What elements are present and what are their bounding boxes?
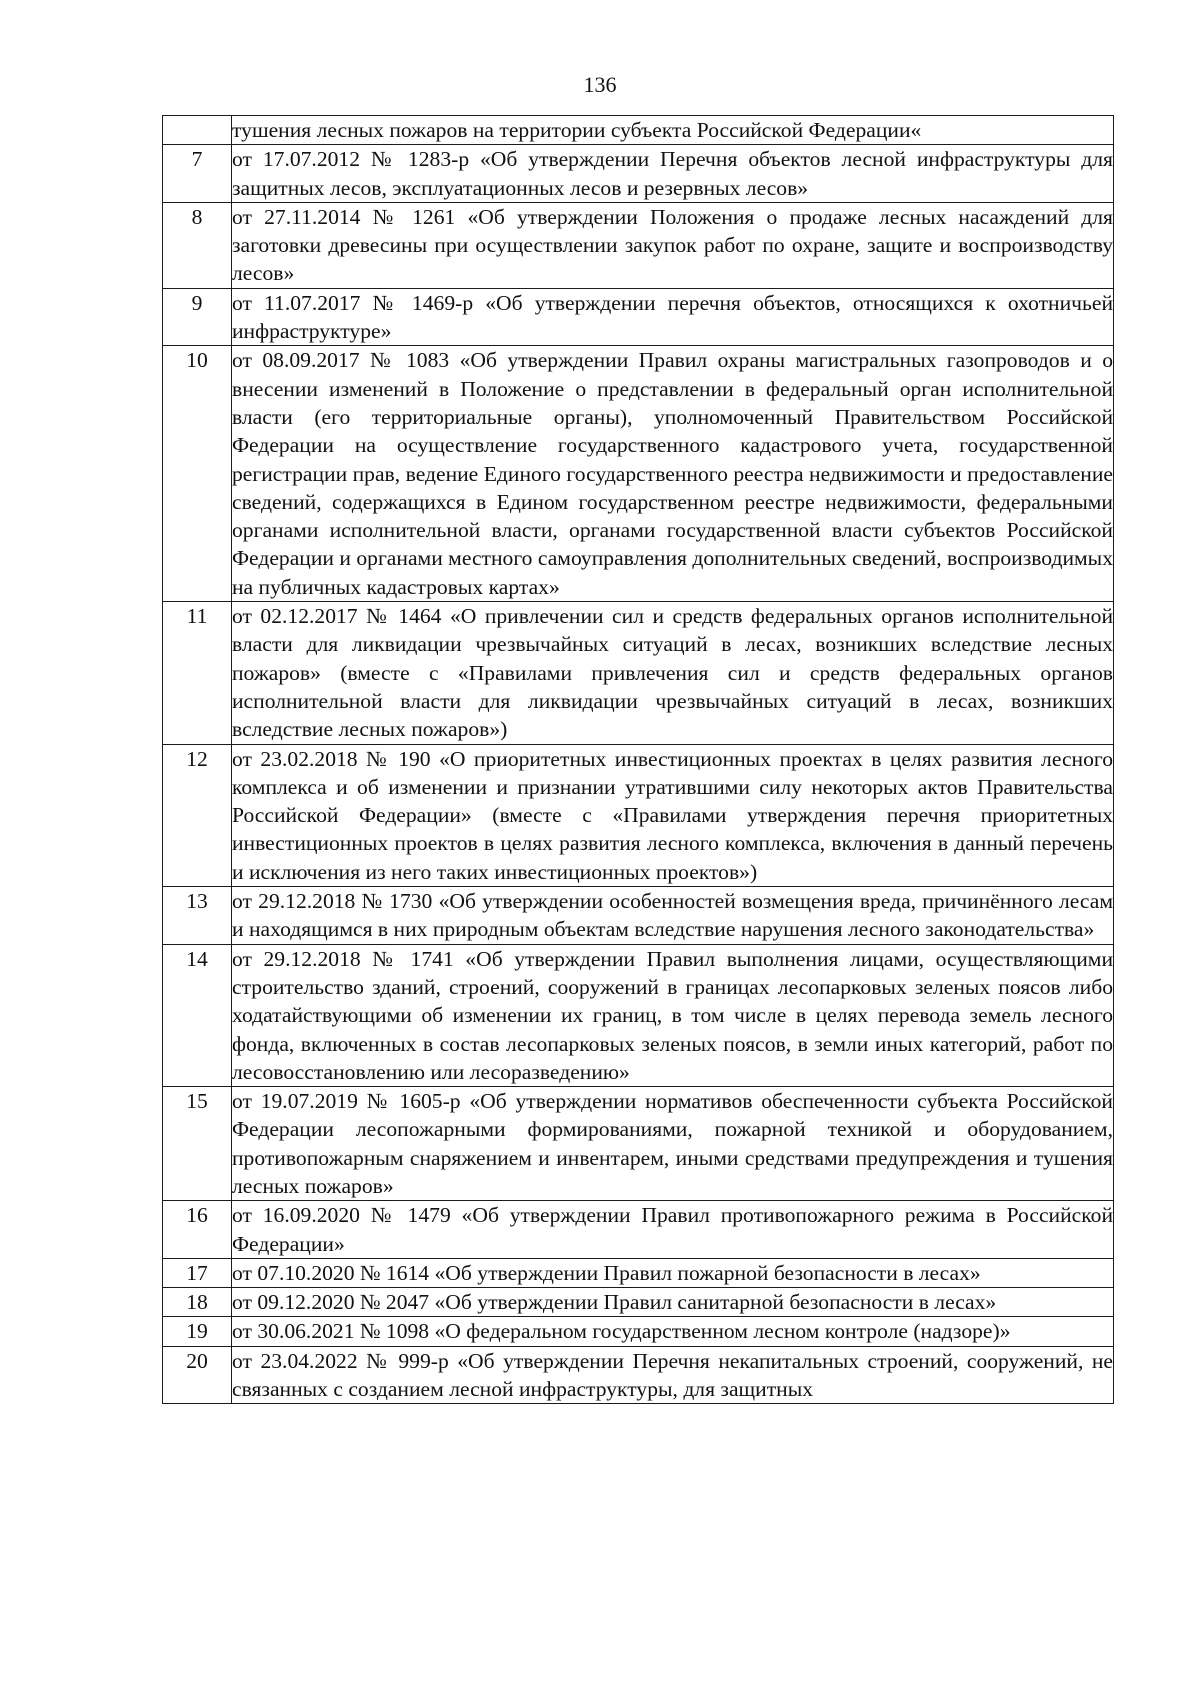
row-text-cell — [232, 288, 1114, 346]
page-number: 136 — [583, 72, 617, 97]
table-row — [163, 145, 1114, 203]
table-row — [163, 1317, 1114, 1346]
regulation-text: от 29.12.2018 № 1741 «Об утверждении Правил выполнения лицами, осуществляющими строительство зданий, строений, сооружений в границах лесопарковых зеленых поясов либо ходатайствующими об изменении их границ, в том числе в целях перевода земель лесного фонда, включенных в состав лесопарковых зеленых поясов, в земли иных категорий, работ по лесовосстановлению или лесоразведению» — [232, 946, 1113, 1084]
regulation-text: от 19.07.2019 № 1605-р «Об утверждении нормативов обеспеченности субъекта Российской Федерации лесопожарными формированиями, пожарной техникой и оборудованием, противопожарным снаряжением и инвентарем, иными средствами предупреждения и тушения лесных пожаров» — [232, 1089, 1113, 1198]
row-number: 7 — [163, 145, 232, 203]
row-number: 17 — [163, 1258, 232, 1287]
row-text-cell — [232, 202, 1114, 288]
table-row — [163, 1288, 1114, 1317]
row-number: 12 — [163, 744, 232, 886]
row-text-cell — [232, 1258, 1114, 1287]
row-number: 20 — [163, 1346, 232, 1404]
regulation-text: от 08.09.2017 № 1083 «Об утверждении Правил охраны магистральных газопроводов и о внесении изменений в Положение о представлении в федеральный орган исполнительной власти (его территориальные органы), уполномоченный Правительством Российской Федерации на осуществление государственного кадастрового учета, государственной регистрации прав, ведение Единого государственного реестра недвижимости и предоставление сведений, содержащихся в Едином государственном реестре недвижимости, федеральными органами исполнительной власти, органами государственной власти субъектов Российской Федерации и органами местного самоуправления дополнительных сведений, воспроизводимых на публичных кадастровых картах» — [232, 348, 1113, 599]
table-row — [163, 744, 1114, 886]
table-row — [163, 1087, 1114, 1201]
table-row — [163, 202, 1114, 288]
regulation-text: от 11.07.2017 № 1469-р «Об утверждении перечня объектов, относящихся к охотничьей инфраструктуре» — [232, 290, 1113, 344]
table-row — [163, 1258, 1114, 1287]
table-row — [163, 602, 1114, 744]
table-body — [163, 116, 1114, 1404]
regulation-text: от 29.12.2018 № 1730 «Об утверждении особенностей возмещения вреда, причинённого лесам и находящимся в них природным объектам вследствие нарушения лесного законодательства» — [232, 889, 1113, 942]
regulation-text: от 27.11.2014 № 1261 «Об утверждении Положения о продаже лесных насаждений для заготовки древесины при осуществлении закупок работ по охране, защите и воспроизводству лесов» — [232, 204, 1113, 286]
row-number: 8 — [163, 202, 232, 288]
regulation-text: тушения лесных пожаров на территории субъекта Российской Федерации« — [232, 118, 922, 142]
regulation-text: от 09.12.2020 № 2047 «Об утверждении Правил санитарной безопасности в лесах» — [232, 1290, 997, 1315]
row-number: 10 — [163, 346, 232, 602]
table-row — [163, 887, 1114, 945]
row-number: 19 — [163, 1317, 232, 1346]
row-text-cell — [232, 1346, 1114, 1404]
row-number: 18 — [163, 1288, 232, 1317]
row-text-cell — [232, 944, 1114, 1086]
regulation-text: от 02.12.2017 № 1464 «О привлечении сил и средств федеральных органов исполнительной власти для ликвидации чрезвычайных ситуаций в лесах, возникших вследствие лесных пожаров» (вместе с «Правилами привлечения сил и средств федеральных органов исполнительной власти для ликвидации чрезвычайных ситуаций в лесах, возникших вследствие лесных пожаров») — [232, 604, 1113, 742]
table-row — [163, 1346, 1114, 1404]
row-text-cell — [232, 602, 1114, 744]
row-text-cell — [232, 744, 1114, 886]
regulations-table — [162, 115, 1114, 1404]
regulation-text: от 23.02.2018 № 190 «О приоритетных инвестиционных проектах в целях развития лесного комплекса и об изменении и признании утратившими силу некоторых актов Правительства Российской Федерации» (вместе с «Правилами утверждения перечня приоритетных инвестиционных проектов в целях развития лесного комплекса, включения в данный перечень и исключения из него таких инвестиционных проектов») — [232, 746, 1113, 884]
row-number: 16 — [163, 1201, 232, 1259]
row-number: 14 — [163, 944, 232, 1086]
row-number — [163, 116, 232, 145]
row-text-cell — [232, 145, 1114, 203]
row-number: 15 — [163, 1087, 232, 1201]
row-text-cell — [232, 1288, 1114, 1317]
row-text-cell — [232, 1201, 1114, 1259]
table-row — [163, 116, 1114, 145]
row-text-cell — [232, 887, 1114, 945]
row-text-cell — [232, 1087, 1114, 1201]
table-row — [163, 944, 1114, 1086]
row-number: 9 — [163, 288, 232, 346]
table-row — [163, 1201, 1114, 1259]
row-number: 13 — [163, 887, 232, 945]
table-row — [163, 346, 1114, 602]
regulation-text: от 30.06.2021 № 1098 «О федеральном государственном лесном контроле (надзоре)» — [232, 1319, 1011, 1344]
regulation-text: от 07.10.2020 № 1614 «Об утверждении Правил пожарной безопасности в лесах» — [232, 1260, 981, 1285]
row-text-cell — [232, 116, 1114, 145]
regulation-text: от 17.07.2012 № 1283-р «Об утверждении Перечня объектов лесной инфраструктуры для защитных лесов, эксплуатационных лесов и резервных лесов» — [232, 147, 1113, 200]
regulation-text: от 23.04.2022 № 999-р «Об утверждении Перечня некапитальных строений, сооружений, не связанных с созданием лесной инфраструктуры, для защитных — [232, 1348, 1113, 1402]
row-number: 11 — [163, 602, 232, 744]
table-row — [163, 288, 1114, 346]
row-text-cell — [232, 346, 1114, 602]
regulation-text: от 16.09.2020 № 1479 «Об утверждении Правил противопожарного режима в Российской Федерации» — [232, 1203, 1113, 1256]
row-text-cell — [232, 1317, 1114, 1346]
